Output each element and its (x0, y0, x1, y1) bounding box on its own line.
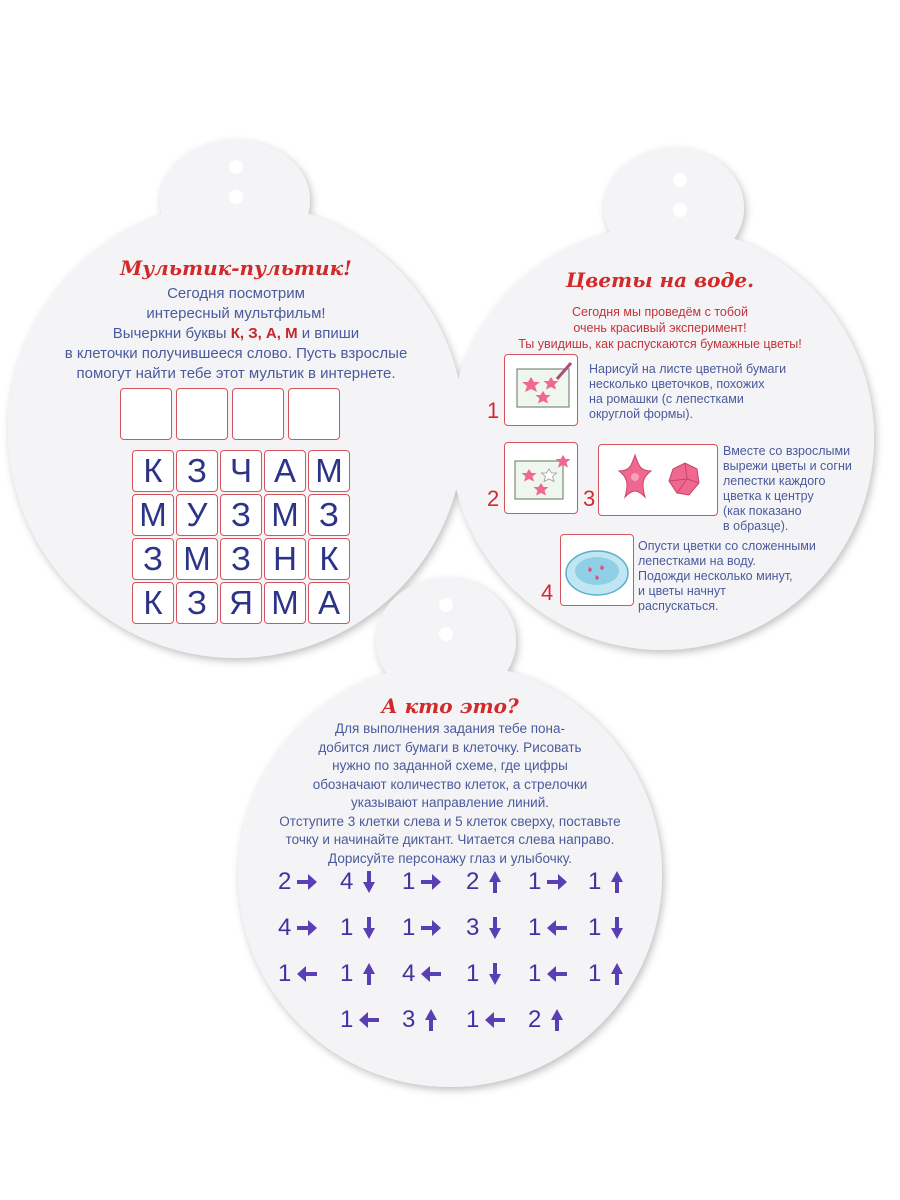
flowers-title: Цветы на воде. (565, 268, 755, 292)
arrow-right-icon (546, 870, 568, 899)
step-count: 2 (466, 868, 480, 895)
flowers-intro-line: очень красивый эксперимент! (573, 321, 747, 335)
arrow-left-icon (546, 916, 568, 945)
hang-hole-icon (229, 160, 243, 174)
step-text-line: округлой формы). (589, 407, 694, 421)
step-1-text (589, 362, 786, 422)
step-3-image (598, 444, 718, 516)
arrow-right-icon (296, 870, 318, 899)
step-text-line: вырежи цветы и согни (723, 459, 852, 473)
letter-cell[interactable]: Я (220, 582, 262, 624)
arrow-up-icon (362, 962, 376, 991)
dictation-text-line: указывают направление линий. (351, 795, 549, 810)
hang-hole-icon (673, 173, 687, 187)
cartoon-text-1: Сегодня посмотрим (167, 285, 305, 302)
step-text-line: Опусти цветки со сложенными (638, 539, 816, 553)
letter-cell[interactable]: З (132, 538, 174, 580)
step-count: 4 (340, 868, 354, 895)
step-count: 3 (466, 914, 480, 941)
arrow-up-icon (610, 870, 624, 899)
step-1-image (504, 354, 578, 426)
step-text-line: и цветы начнут (638, 584, 726, 598)
step-count: 3 (402, 1006, 416, 1033)
dictation-text-line: Отступите 3 клетки слева и 5 клеток сверху, поставьте (279, 813, 621, 829)
step-number-3: 3 (583, 486, 596, 511)
dictation-text-line: добится лист бумаги в клеточку. Рисовать (318, 739, 582, 755)
arrow-up-icon (424, 1008, 438, 1037)
step-text-line: лепестки каждого (723, 474, 826, 488)
dictation-instructions (250, 720, 650, 868)
letter-cell[interactable]: Ч (220, 450, 262, 492)
step-count: 1 (588, 914, 602, 941)
step-text-line: распускаться. (638, 599, 719, 613)
step-text-line: Нарисуй на листе цветной бумаги (589, 362, 787, 376)
instruction-post: и впиши (297, 325, 360, 342)
step-2-image (504, 442, 578, 514)
answer-cell-3[interactable] (232, 388, 284, 440)
letter-cell[interactable]: К (132, 450, 174, 492)
cartoon-text-2: интересный мультфильм! (146, 305, 326, 322)
letter-cell[interactable]: К (308, 538, 350, 580)
arrow-down-icon (362, 916, 376, 945)
step-count: 4 (278, 914, 292, 941)
step-number-4: 4 (541, 580, 554, 605)
letter-cell[interactable]: З (176, 582, 218, 624)
arrow-down-icon (362, 870, 376, 899)
letter-cell[interactable]: А (308, 582, 350, 624)
dictation-text-line: точку и начинайте диктант. Читается слева направо. (285, 832, 615, 847)
cartoon-instruction (36, 324, 436, 344)
step-count: 1 (466, 1006, 480, 1033)
hang-hole-icon (439, 598, 453, 612)
step-4-image (560, 534, 634, 606)
answer-cell-2[interactable] (176, 388, 228, 440)
step-count: 1 (528, 914, 542, 941)
arrow-right-icon (420, 916, 442, 945)
arrow-down-icon (488, 916, 502, 945)
dictation-text-line: обозначают количество клеток, а стрелочки (312, 776, 588, 792)
hang-hole-icon (439, 627, 453, 641)
step-text-line: лепестками на воду. (638, 554, 756, 568)
step-text-line: цветка к центру (723, 489, 814, 503)
letter-cell[interactable]: З (220, 494, 262, 536)
instruction-letters: К, З, А, М (230, 325, 298, 342)
flowers-intro-line: Сегодня мы проведём с тобой (572, 305, 748, 319)
step-count: 1 (588, 960, 602, 987)
step-text-line: на ромашки (с лепестками (589, 392, 744, 406)
step-count: 2 (278, 868, 292, 895)
step-count: 1 (402, 868, 416, 895)
dictation-title: А кто это? (381, 694, 519, 718)
letter-cell[interactable]: З (176, 450, 218, 492)
step-4-text (638, 539, 816, 614)
flower-cutting-icon (505, 443, 577, 513)
letter-cell[interactable]: А (264, 450, 306, 492)
step-number-1: 1 (487, 398, 500, 423)
letter-cell[interactable]: З (308, 494, 350, 536)
letter-cell[interactable]: М (264, 582, 306, 624)
arrow-left-icon (420, 962, 442, 991)
letter-cell[interactable]: З (220, 538, 262, 580)
step-count: 1 (402, 914, 416, 941)
step-text-line: Подожди несколько минут, (638, 569, 793, 583)
step-count: 1 (340, 1006, 354, 1033)
folded-flowers-icon (599, 445, 717, 515)
arrow-right-icon (420, 870, 442, 899)
answer-cell-4[interactable] (288, 388, 340, 440)
dictation-text-line: нужно по заданной схеме, где цифры (332, 758, 568, 773)
flowers-intro-line: Ты увидишь, как распускаются бумажные цветы! (518, 337, 802, 351)
letter-cell[interactable]: М (176, 538, 218, 580)
arrow-up-icon (488, 870, 502, 899)
letter-cell[interactable]: М (264, 494, 306, 536)
answer-cell-1[interactable] (120, 388, 172, 440)
arrow-left-icon (358, 1008, 380, 1037)
step-text-line: несколько цветочков, похожих (589, 377, 765, 391)
step-count: 1 (278, 960, 292, 987)
arrow-left-icon (484, 1008, 506, 1037)
dictation-text-line: Дорисуйте персонажу глаз и улыбочку. (328, 850, 572, 866)
dictation-text-line: Для выполнения задания тебе пона- (334, 721, 566, 736)
step-count: 1 (466, 960, 480, 987)
cartoon-title: Мультик-пультик! (120, 256, 352, 280)
step-text-line: в образце). (723, 519, 789, 533)
step-count: 2 (528, 1006, 542, 1033)
letter-cell[interactable]: М (132, 494, 174, 536)
step-count: 1 (340, 914, 354, 941)
arrow-right-icon (296, 916, 318, 945)
arrow-left-icon (296, 962, 318, 991)
letter-cell[interactable]: К (132, 582, 174, 624)
step-text-line: Вместе со взрослыми (723, 444, 851, 458)
step-count: 1 (528, 868, 542, 895)
letter-cell[interactable]: Н (264, 538, 306, 580)
flowers-intro (460, 304, 860, 352)
cartoon-text-3: в клеточки получившееся слово. Пусть взрослые (64, 345, 408, 362)
arrow-up-icon (550, 1008, 564, 1037)
instruction-pre: Вычеркни буквы (112, 325, 231, 342)
hang-hole-icon (229, 190, 243, 204)
step-count: 4 (402, 960, 416, 987)
arrow-down-icon (610, 916, 624, 945)
arrow-up-icon (610, 962, 624, 991)
flower-drawing-icon (505, 355, 577, 425)
step-count: 1 (528, 960, 542, 987)
hang-hole-icon (673, 203, 687, 217)
step-number-2: 2 (487, 486, 500, 511)
water-plate-icon (561, 535, 633, 605)
letter-cell[interactable]: М (308, 450, 350, 492)
step-text-line: (как показано (723, 504, 802, 518)
arrow-left-icon (546, 962, 568, 991)
step-3-text (723, 444, 852, 534)
arrow-down-icon (488, 962, 502, 991)
cartoon-text-4: помогут найти тебе этот мультик в интернете. (76, 365, 396, 382)
letter-cell[interactable]: У (176, 494, 218, 536)
step-count: 1 (588, 868, 602, 895)
step-count: 1 (340, 960, 354, 987)
